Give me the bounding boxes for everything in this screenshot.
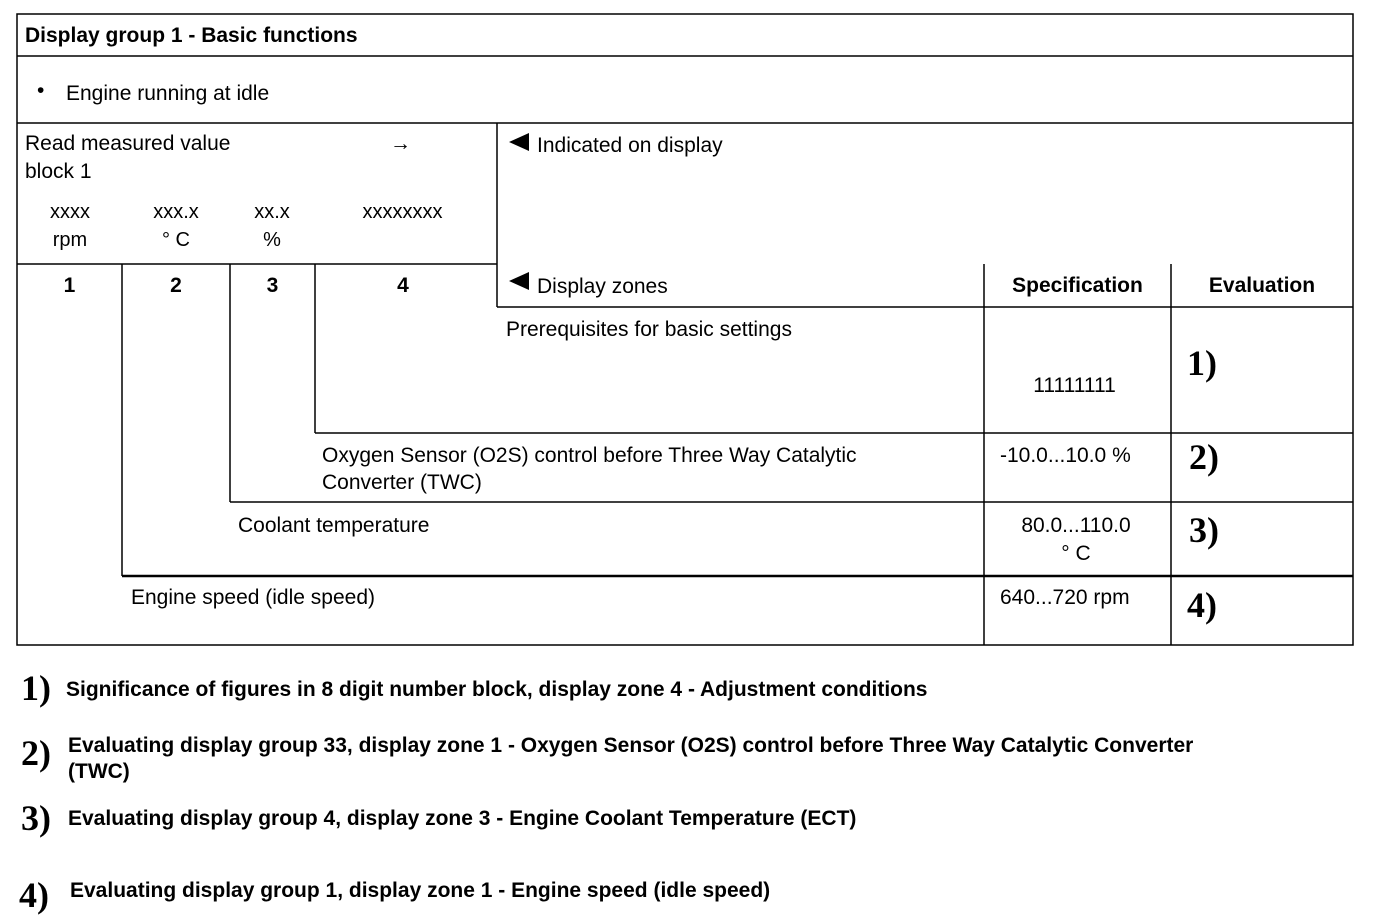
footnote-2-text: Evaluating display group 33, display zone 1 - Oxygen Sensor (O2S) control before Three Way Catalytic Converter — [68, 734, 1194, 757]
row-3-description: Coolant temperature — [238, 514, 430, 537]
condition-text: Engine running at idle — [66, 82, 270, 105]
row-1-spec: 11111111 — [1033, 374, 1116, 397]
row-1-evaluation: 1) — [1187, 343, 1217, 383]
row-1-description: Prerequisites for basic settings — [506, 318, 792, 341]
row-2-evaluation: 2) — [1189, 437, 1219, 477]
footnote-3-text: Evaluating display group 4, display zone 3 - Engine Coolant Temperature (ECT) — [68, 807, 857, 830]
read-block-label: Read measured value — [25, 132, 231, 155]
row-3-spec-unit: ° C — [1061, 542, 1091, 565]
indicated-label: Indicated on display — [537, 134, 723, 157]
row-4-spec: 640...720 rpm — [1000, 586, 1130, 609]
field-2-value: xxx.x — [153, 201, 199, 223]
arrow-right-icon: → — [390, 132, 411, 155]
zone-number-2: 2 — [170, 274, 182, 297]
field-2-unit: ° C — [162, 229, 190, 251]
footnote-1-number: 1) — [21, 668, 51, 708]
footnote-4-text: Evaluating display group 1, display zone 1 - Engine speed (idle speed) — [70, 879, 771, 902]
field-1-unit: rpm — [52, 229, 88, 251]
footnote-1-text: Significance of figures in 8 digit number block, display zone 4 - Adjustment conditions — [66, 678, 928, 701]
footnote-2-number: 2) — [21, 733, 51, 773]
row-4-evaluation: 4) — [1187, 585, 1217, 625]
zone-number-1: 1 — [63, 274, 76, 297]
zone-number-4: 4 — [397, 274, 409, 297]
pointer-left-icon — [509, 272, 529, 290]
row-2-description-2: Converter (TWC) — [322, 471, 482, 494]
zone-number-3: 3 — [266, 274, 279, 297]
field-3-unit: % — [263, 229, 281, 251]
footnote-4-number: 4) — [19, 875, 49, 915]
row-3-evaluation: 3) — [1189, 510, 1219, 550]
row-3-spec: 80.0...110.0 — [1021, 514, 1131, 537]
footnote-3-number: 3) — [21, 798, 51, 838]
display-zones-label: Display zones — [537, 275, 668, 298]
pointer-left-icon — [509, 133, 529, 151]
footnote-2-text-2: (TWC) — [68, 760, 130, 783]
page-title: Display group 1 - Basic functions — [25, 24, 358, 47]
read-block-label-2: block 1 — [25, 160, 92, 183]
spec-header: Specification — [1012, 274, 1143, 297]
row-2-spec: -10.0...10.0 % — [1000, 444, 1131, 467]
bullet: • — [37, 79, 45, 102]
row-2-description: Oxygen Sensor (O2S) control before Three Way Catalytic — [322, 444, 857, 467]
row-4-description: Engine speed (idle speed) — [131, 586, 376, 609]
field-4-value: xxxxxxxx — [362, 201, 443, 223]
field-3-value: xx.x — [254, 201, 290, 223]
field-1-value: xxxx — [50, 201, 90, 223]
eval-header: Evaluation — [1208, 274, 1316, 297]
